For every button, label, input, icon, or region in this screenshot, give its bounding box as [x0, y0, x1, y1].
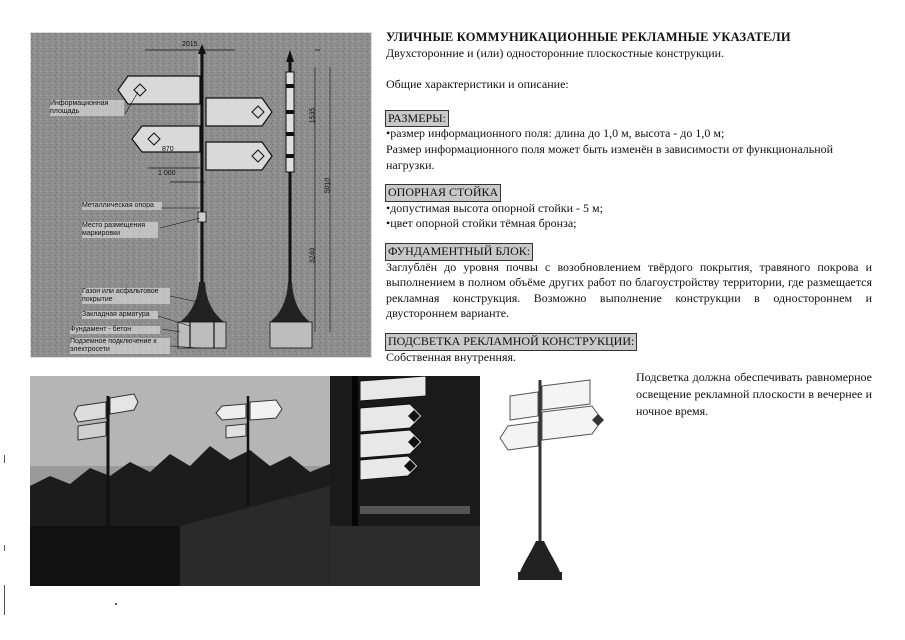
- label-underground-connection: Подземное подключение к электросети: [70, 338, 170, 354]
- dim-panel-width: 870: [162, 146, 174, 153]
- dim-upper-height: 1535: [309, 107, 317, 124]
- scan-mark: [4, 455, 5, 463]
- foundation-text: Заглублён до уровня почвы с возобновлением твёрдого покрытия, травяного покрова и выполнением в полном объёме других работ по благоустройству территории, где размещается рекламная конструкция. Возможно выполнение конструкции в одностороннем и двустороннем варианте.: [386, 259, 872, 321]
- heading-sizes: РАЗМЕРЫ:: [388, 110, 446, 125]
- label-info-area: Информационная площадь: [50, 100, 124, 116]
- photo-sign-closeup: [330, 376, 480, 586]
- dim-top-width: 2015: [182, 41, 198, 48]
- dim-lower-height: 3240: [309, 247, 317, 264]
- lighting-note: Подсветка должна обеспечивать равномерное освещение рекламной плоскости в вечернее и ночное время.: [636, 370, 872, 418]
- photo-collage: [30, 376, 622, 586]
- label-metal-support: Металлическая опора: [82, 202, 162, 210]
- support-line-1: •допустимая высота опорной стойки - 5 м;: [386, 200, 603, 215]
- scan-mark: [4, 585, 5, 615]
- photo-product-render: [480, 376, 622, 586]
- sizes-line-1: •размер информационного поля: длина до 1,0 м, высота - до 1,0 м;: [386, 126, 725, 141]
- intro-text: Общие характеристики и описание:: [386, 77, 569, 92]
- heading-foundation: ФУНДАМЕНТНЫЙ БЛОК:: [388, 243, 531, 258]
- technical-drawing: [30, 32, 372, 358]
- description-column: [386, 30, 872, 365]
- support-line-2: •цвет опорной стойки тёмная бронза;: [386, 216, 577, 231]
- label-foundation: Фундамент - бетон: [70, 326, 160, 334]
- sizes-line-2: Размер информационного поля может быть изменён в зависимости от функциональной нагрузки.: [386, 141, 834, 172]
- label-marking-place: Место размещения маркировки: [82, 222, 158, 238]
- label-lawn-asphalt: Газон или асфальтовое покрытие: [82, 288, 170, 304]
- heading-support: ОПОРНАЯ СТОЙКА: [388, 185, 499, 200]
- scan-mark: [4, 545, 5, 551]
- page-subtitle: Двухсторонние и (или) односторонние плоскостные конструкции.: [386, 45, 725, 60]
- scan-mark: [115, 603, 117, 605]
- dim-panel-width-2: 1 000: [158, 170, 176, 177]
- drawing-svg: [30, 32, 372, 358]
- photo-street-dusk: [30, 376, 330, 586]
- label-embedded-fittings: Закладная арматура: [82, 311, 158, 319]
- heading-lighting: ПОДСВЕТКА РЕКЛАМНОЙ КОНСТРУКЦИИ:: [388, 333, 635, 348]
- lighting-text: Собственная внутренняя.: [386, 349, 516, 364]
- dim-total-height: 5010: [324, 177, 332, 194]
- page-title: УЛИЧНЫЕ КОММУНИКАЦИОННЫЕ РЕКЛАМНЫЕ УКАЗАТЕЛИ: [386, 30, 791, 44]
- photo-collage-svg: [30, 376, 622, 586]
